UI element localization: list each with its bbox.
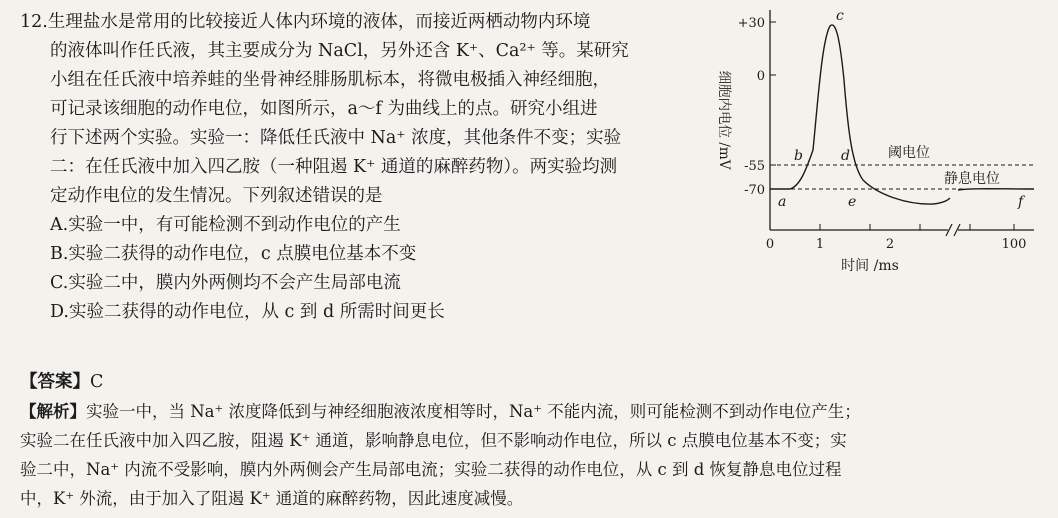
point-label-c: c [836, 8, 844, 24]
analysis-block [20, 397, 1050, 513]
question-line: 的液体叫作任氏液，其主要成分为 NaCl，另外还含 K⁺、Ca²⁺ 等。某研究 [50, 41, 629, 61]
option-d[interactable]: D.实验二获得的动作电位，从 c 到 d 所需时间更长 [50, 302, 445, 322]
point-label-b: b [794, 148, 803, 164]
x-tick-label: 1 [815, 237, 825, 252]
option-c[interactable]: C.实验二中，膜内外两侧均不会产生局部电流 [50, 273, 401, 293]
analysis-line: 验二中，Na⁺ 内流不受影响，膜内外两侧会产生局部电流；实验二获得的动作电位，从 c 到 d 恢复静息电位过程 [20, 460, 842, 479]
point-label-f: f [1018, 194, 1024, 210]
question-block [20, 8, 720, 327]
analysis-label: 【解析】 [20, 402, 86, 421]
y-tick-label: 0 [756, 69, 765, 84]
option-a[interactable]: A.实验一中，有可能检测不到动作电位的产生 [50, 215, 401, 235]
y-axis-label: 细胞内电位 /mV [716, 70, 732, 170]
action-potential-chart [718, 0, 1058, 280]
question-line: 可记录该细胞的动作电位，如图所示，a～f 为曲线上的点。研究小组进 [50, 99, 598, 119]
x-tick-label: 2 [885, 237, 895, 252]
action-potential-figure [718, 0, 1058, 280]
x-tick-label: 0 [765, 237, 775, 252]
option-b[interactable]: B.实验二获得的动作电位，c 点膜电位基本不变 [50, 244, 417, 264]
axis-break-icon [946, 224, 960, 236]
analysis-line: 中，K⁺ 外流，由于加入了阻遏 K⁺ 通道的麻醉药物，因此速度减慢。 [20, 489, 524, 508]
point-label-e: e [848, 194, 857, 210]
question-line: 二：在任氏液中加入四乙胺（一种阻遏 K⁺ 通道的麻醉药物）。两实验均测 [50, 157, 618, 177]
x-ticks [766, 224, 1027, 252]
analysis-line: 实验二在任氏液中加入四乙胺，阻遏 K⁺ 通道，影响静息电位，但不影响动作电位，所以 c 点膜电位基本不变；实 [20, 431, 847, 450]
point-label-d: d [841, 148, 850, 164]
x-axis-label: 时间 /ms [841, 258, 899, 274]
question-line: 12.生理盐水是常用的比较接近人体内环境的液体，而接近两栖动物内环境 [20, 12, 591, 32]
answer-value: C [90, 372, 104, 392]
point-label-a: a [778, 194, 787, 210]
resting-label: 静息电位 [944, 171, 1000, 187]
question-line: 行下述两个实验。实验一：降低任氏液中 Na⁺ 浓度，其他条件不变；实验 [50, 128, 622, 148]
y-tick-label: -70 [744, 183, 765, 198]
x-tick-label: 100 [1001, 237, 1027, 252]
threshold-label: 阈电位 [888, 145, 930, 161]
y-tick-label: +30 [737, 16, 765, 31]
answer-row [20, 368, 103, 397]
analysis-line: 实验一中，当 Na⁺ 浓度降低到与神经细胞液浓度相等时，Na⁺ 不能内流，则可能检测不到动作电位产生； [86, 402, 861, 421]
y-tick-label: -55 [744, 159, 765, 174]
answer-label: 【答案】 [20, 372, 90, 392]
question-line: 定动作电位的发生情况。下列叙述错误的是 [50, 186, 383, 206]
question-line: 小组在任氏液中培养蛙的坐骨神经腓肠肌标本，将微电极插入神经细胞， [50, 70, 610, 90]
